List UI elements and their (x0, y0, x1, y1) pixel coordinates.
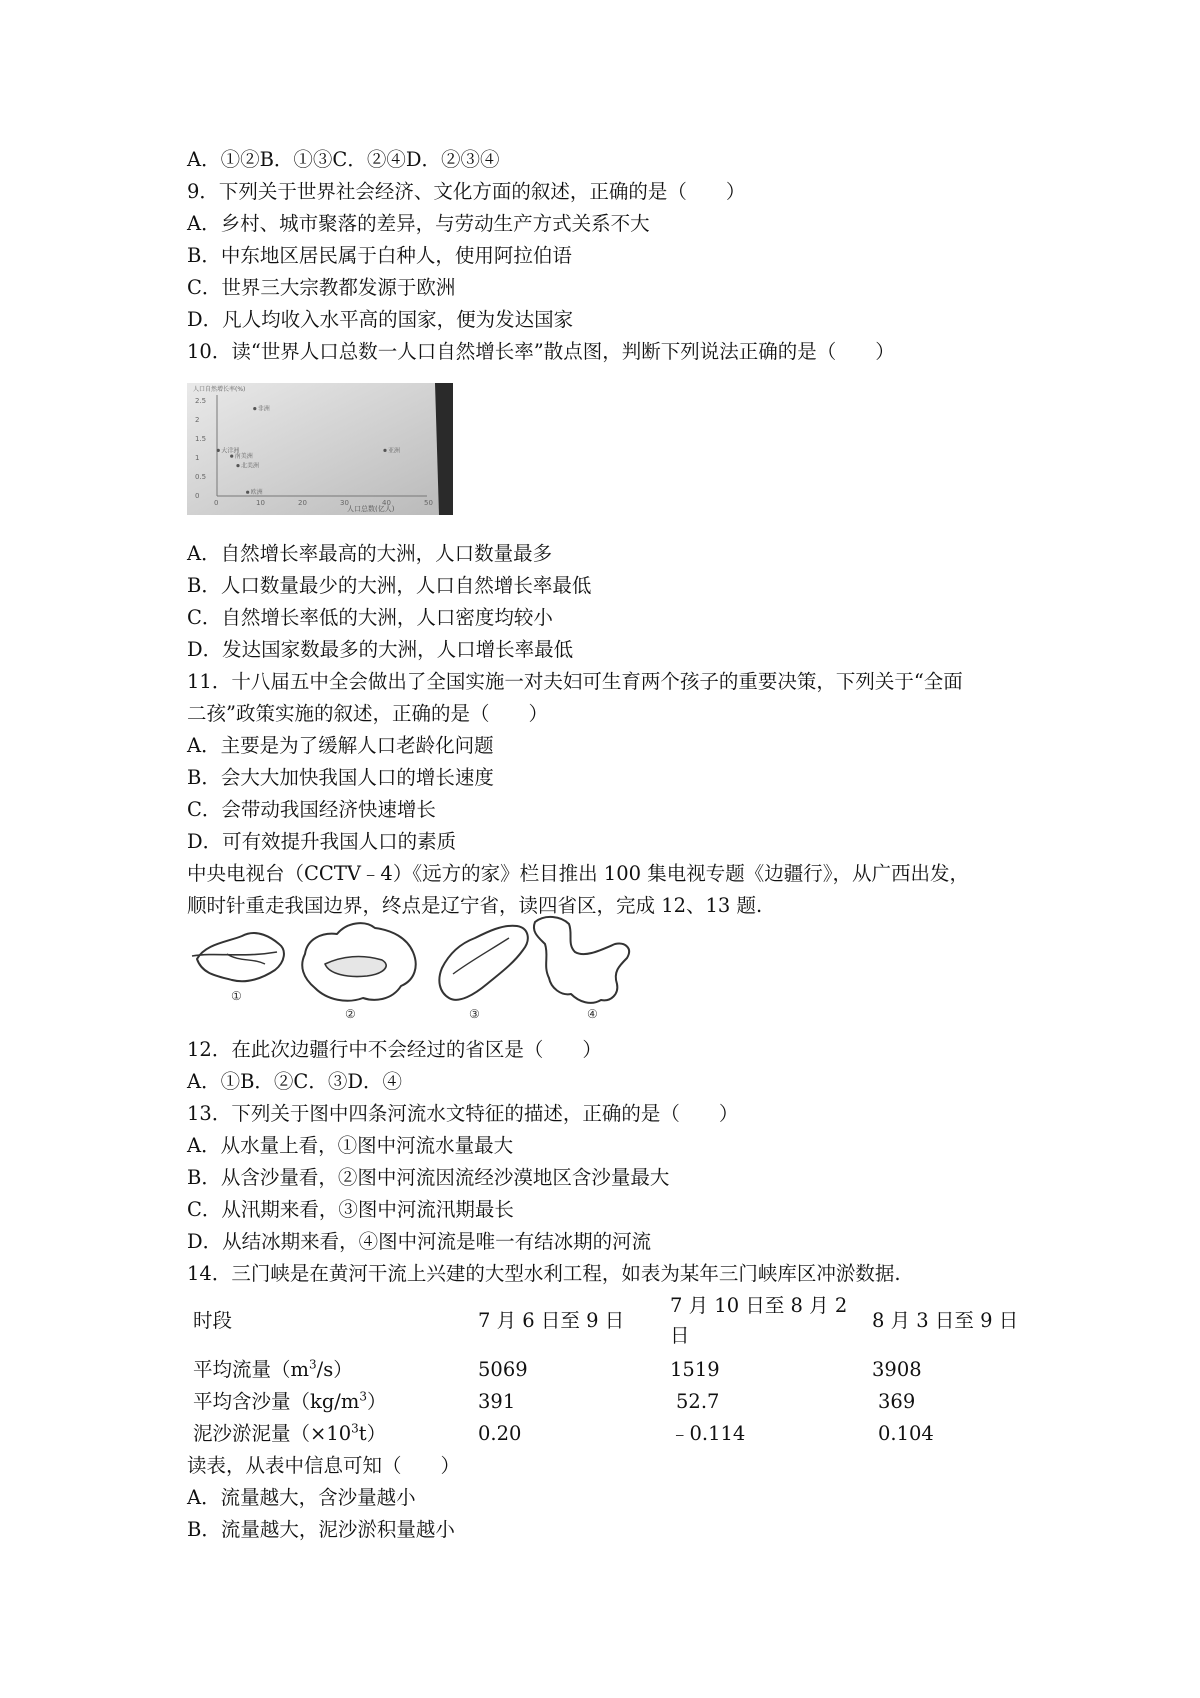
q11-option-b: B．会大大加快我国人口的增长速度 (187, 766, 494, 789)
q13-option-b: B．从含沙量看，②图中河流因流经沙漠地区含沙量最大 (187, 1166, 670, 1189)
q9-option-c: C．世界三大宗教都发源于欧洲 (187, 276, 456, 299)
scatter-point (246, 491, 249, 494)
table-cell: 52.7 (676, 1390, 720, 1413)
y-tick-label: 1 (195, 454, 200, 462)
q8-options: A．①②B．①③C．②④D．②③④ (187, 148, 500, 171)
q11-stem-line2: 二孩”政策实施的叙述，正确的是（ ） (187, 702, 548, 725)
q9-stem: 9．下列关于世界社会经济、文化方面的叙述，正确的是（ ） (187, 180, 746, 203)
q14-option-b: B．流量越大，泥沙淤积量越小 (187, 1518, 455, 1541)
table-cell: 3908 (872, 1358, 922, 1381)
q12-13-intro-line2: 顺时针重走我国边界，终点是辽宁省，读四省区，完成 12、13 题. (187, 894, 763, 917)
scatter-point-label: 欧洲 (250, 489, 263, 497)
table-cell: 0.104 (878, 1422, 934, 1445)
scatter-point-label: 北美洲 (241, 462, 260, 470)
table-cell: 1519 (670, 1358, 720, 1381)
scatter-point (217, 449, 220, 452)
y-tick-label: 1.5 (195, 435, 207, 443)
table-header-col2-line2: 日 (670, 1324, 690, 1347)
map-label-1: ① (231, 989, 242, 1003)
q13-option-a: A．从水量上看，①图中河流水量最大 (187, 1134, 514, 1157)
x-tick-label: 30 (340, 499, 349, 507)
table-cell: 391 (478, 1390, 516, 1413)
q11-stem-line1: 11．十八届五中全会做出了全国实施一对夫妇可生育两个孩子的重要决策，下列关于“全面 (187, 670, 963, 693)
map-label-2: ② (345, 1007, 356, 1021)
scatter-ylabel: 人口自然增长率(%) (193, 386, 246, 393)
scatter-xlabel: 人口总数(亿人) (347, 505, 395, 513)
q10-option-d: D．发达国家数最多的大洲，人口增长率最低 (187, 638, 574, 661)
map-label-4: ④ (587, 1007, 598, 1021)
table-header-period: 时段 (193, 1309, 233, 1332)
x-tick-label: 0 (214, 499, 219, 507)
q9-option-d: D．凡人均收入水平高的国家，便为发达国家 (187, 308, 574, 331)
table-row-label: 泥沙淤泥量$(\times 10^3t)$ (193, 1421, 387, 1445)
table-row-label: 平均流量$(m^3/s)$ (193, 1357, 353, 1381)
x-tick-label: 50 (424, 499, 433, 507)
q9-option-b: B．中东地区居民属于白种人，使用阿拉伯语 (187, 244, 572, 267)
q13-stem: 13．下列关于图中四条河流水文特征的描述，正确的是（ ） (187, 1102, 739, 1125)
scatter-point (383, 449, 386, 452)
x-tick-label: 40 (382, 499, 391, 507)
y-tick-label: 0 (195, 492, 200, 500)
y-tick-label: 2 (195, 416, 200, 424)
q11-option-d: D．可有效提升我国人口的素质 (187, 830, 457, 853)
province-map-4 (534, 917, 629, 1003)
map-label-3: ③ (469, 1007, 480, 1021)
scatter-point (230, 455, 233, 458)
scatter-point-label: 非洲 (257, 405, 270, 413)
q11-option-a: A．主要是为了缓解人口老龄化问题 (187, 734, 494, 757)
q9-option-a: A．乡村、城市聚落的差异，与劳动生产方式关系不大 (187, 212, 650, 235)
scatter-point-label: 大洋洲 (221, 447, 240, 455)
q14-option-a: A．流量越大，含沙量越小 (187, 1486, 416, 1509)
q12-options: A．①B．②C．③D．④ (187, 1070, 402, 1093)
q14-stem: 14．三门峡是在黄河干流上兴建的大型水利工程，如表为某年三门峡库区冲淤数据. (187, 1262, 901, 1285)
table-cell: 5069 (478, 1358, 528, 1381)
q10-option-c: C．自然增长率低的大洲，人口密度均较小 (187, 606, 553, 629)
q10-option-b: B．人口数量最少的大洲，人口自然增长率最低 (187, 574, 592, 597)
y-tick-label: 2.5 (195, 397, 207, 405)
x-tick-label: 10 (256, 499, 265, 507)
table-cell: ﹣0.114 (670, 1422, 746, 1445)
table-header-col1: 7 月 6 日至 9 日 (478, 1309, 625, 1332)
q10-stem: 10．读“世界人口总数一人口自然增长率”散点图，判断下列说法正确的是（ ） (187, 340, 895, 363)
q10-option-a: A．自然增长率最高的大洲，人口数量最多 (187, 542, 553, 565)
q12-13-intro-line1: 中央电视台（CCTV﹣4）《远方的家》栏目推出 100 集电视专题《边疆行》，从广西出发， (187, 862, 969, 885)
scatter-point (236, 464, 239, 467)
province-map-3 (439, 926, 527, 1000)
province-map-1 (197, 933, 284, 981)
q13-option-c: C．从汛期来看，③图中河流汛期最长 (187, 1198, 514, 1221)
scatter-point-label: 亚洲 (388, 447, 401, 455)
table-header-col2-line1: 7 月 10 日至 8 月 2 (670, 1294, 848, 1317)
population-scatter-figure (187, 383, 453, 515)
scatter-point (253, 407, 256, 410)
q12-stem: 12．在此次边疆行中不会经过的省区是（ ） (187, 1038, 602, 1061)
table-cell: 0.20 (478, 1422, 522, 1445)
q14-read-table: 读表，从表中信息可知（ ） (187, 1454, 461, 1477)
table-row-label: 平均含沙量$(kg/m^3)$ (193, 1389, 387, 1413)
table-header-col3: 8 月 3 日至 9 日 (872, 1309, 1019, 1332)
q13-option-d: D．从结冰期来看，④图中河流是唯一有结冰期的河流 (187, 1230, 652, 1253)
x-tick-label: 20 (298, 499, 307, 507)
scatter-point-label: 南美洲 (234, 453, 253, 461)
province-maps-figure (187, 914, 667, 1024)
q11-option-c: C．会带动我国经济快速增长 (187, 798, 436, 821)
table-cell: 369 (878, 1390, 916, 1413)
y-tick-label: 0.5 (195, 473, 207, 481)
